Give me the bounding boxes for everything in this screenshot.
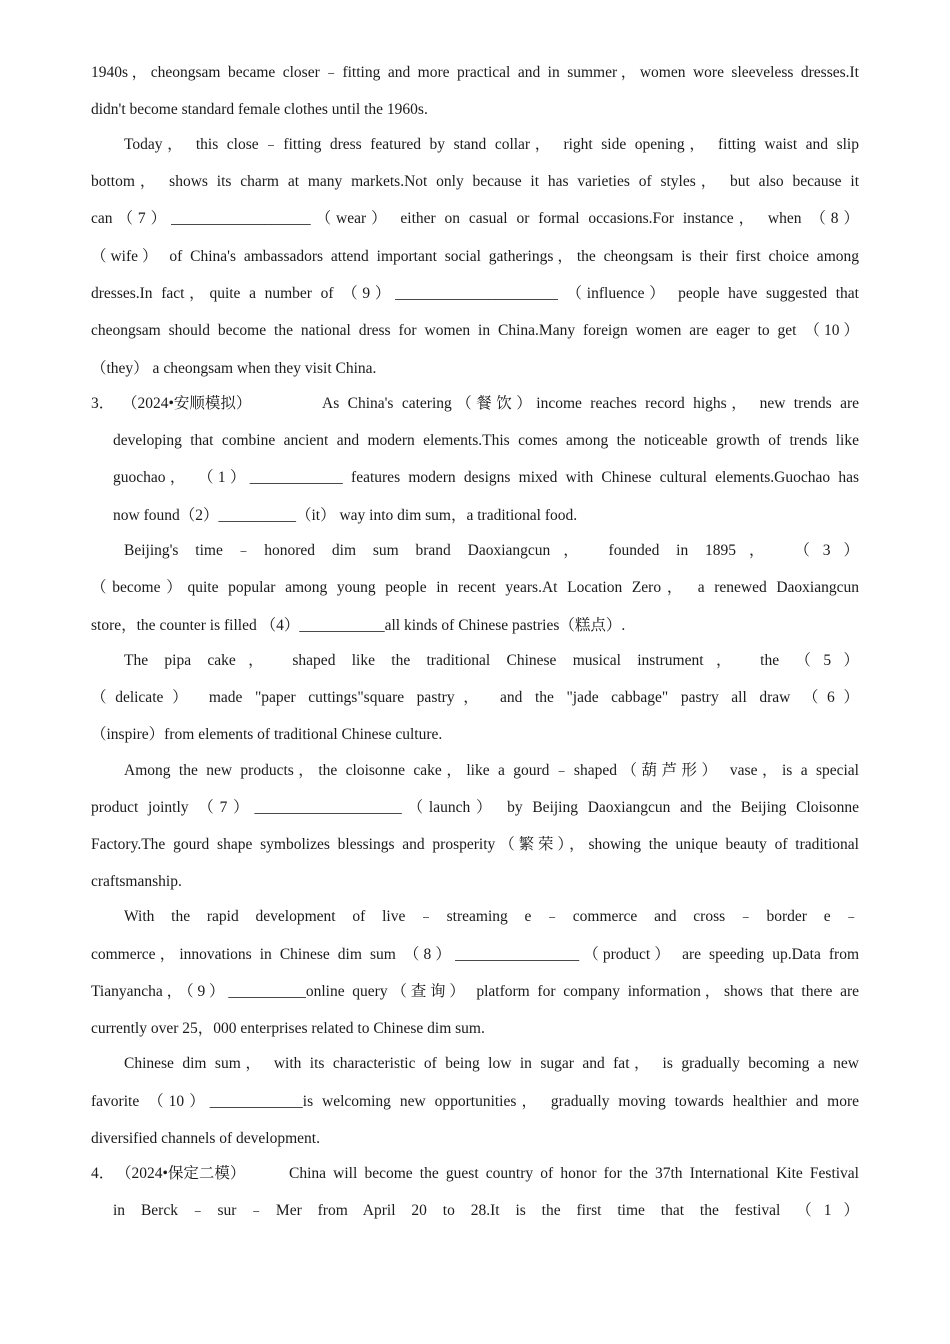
passage2-line: 1940s，cheongsam became closer﹣fitting and more practical and in summer，women wore sleeveless dresses.It (91, 64, 859, 81)
question3-line: （become）quite popular among young people in recent years.At Location Zero， a renewed Daoxiangcun (91, 579, 859, 596)
question3-line-blank-10: favorite （10）____________is welcoming new opportunities， gradually moving towards healthier and more (91, 1093, 859, 1110)
question3-line: Beijing's time﹣honored dim sum brand Daoxiangcun， founded in 1895， （3） (124, 542, 859, 559)
passage2-line: （they） a cheongsam when they visit China. (91, 360, 377, 377)
question3-number: 3． (91, 395, 115, 412)
question3-line: （delicate） made "paper cuttings"square pastry， and the "jade cabbage" pastry all draw （6） (91, 689, 859, 706)
question3-line: craftsmanship. (91, 873, 182, 890)
question4-source: （2024•保定二模） (116, 1165, 246, 1182)
passage2-line-blank-9: dresses.In fact，quite a number of （9）_____________________ （influence） people have suggested that (91, 285, 859, 302)
question3-line-blank-1: guochao， （1）____________ features modern designs mixed with Chinese cultural elements.Guochao has (113, 469, 859, 486)
question3-line-blank-9: Tianyancha，（9）__________online query（查询） platform for company information，shows that there are (91, 983, 859, 1000)
question3-line-blank-7: product jointly （7）___________________（launch） by Beijing Daoxiangcun and the Beijing Cloisonne (91, 799, 859, 816)
question4-line-blank-1: in Berck﹣sur﹣Mer from April 20 to 28.It is the first time that the festival （1） (113, 1202, 859, 1219)
question3-line: currently over 25，000 enterprises related to Chinese dim sum. (91, 1020, 485, 1037)
question3-line: With the rapid development of live﹣streaming e﹣commerce and cross﹣border e﹣ (124, 908, 859, 925)
question3-line: Among the new products，the cloisonne cake，like a gourd﹣shaped（葫芦形） vase，is a special (124, 762, 859, 779)
question3-line-blank-8: commerce，innovations in Chinese dim sum （8）________________（product） are speeding up.Data from (91, 946, 859, 963)
question3-line: （inspire）from elements of traditional Chinese culture. (91, 726, 443, 743)
question3-line: The pipa cake， shaped like the traditional Chinese musical instrument， the （5） (124, 652, 859, 669)
question3-line-blank-4: store，the counter is filled （4）___________all kinds of Chinese pastries（糕点）. (91, 617, 626, 634)
passage2-line: Today， this close﹣fitting dress featured by stand collar， right side opening， fitting waist and slip (124, 136, 859, 153)
question4-number: 4． (91, 1165, 115, 1182)
passage2-line: cheongsam should become the national dress for women in China.Many foreign women are eager to get （10） (91, 322, 859, 339)
question3-line: Chinese dim sum， with its characteristic of being low in sugar and fat， is gradually becoming a new (124, 1055, 859, 1072)
question3-line: diversified channels of development. (91, 1130, 320, 1147)
question3-line: As China's catering（餐饮）income reaches record highs， new trends are (322, 395, 859, 412)
passage2-line: didn't become standard female clothes until the 1960s. (91, 101, 428, 118)
question3-line: Factory.The gourd shape symbolizes blessings and prosperity（繁荣），showing the unique beauty of traditional (91, 836, 859, 853)
passage2-line: bottom， shows its charm at many markets.Not only because it has varieties of styles， but also because it (91, 173, 859, 190)
passage2-line: （wife） of China's ambassadors attend important social gatherings，the cheongsam is their first choice among (91, 248, 859, 265)
passage2-line-blank-7: can（7）__________________（wear） either on casual or formal occasions.For instance， when （8） (91, 210, 859, 227)
question3-line: developing that combine ancient and modern elements.This comes among the noticeable growth of trends like (113, 432, 859, 449)
question4-line: China will become the guest country of honor for the 37th International Kite Festival (289, 1165, 859, 1182)
question3-line-blank-2: now found（2）__________（it） way into dim sum，a traditional food. (113, 507, 578, 524)
question3-source: （2024•安顺模拟） (122, 395, 252, 412)
